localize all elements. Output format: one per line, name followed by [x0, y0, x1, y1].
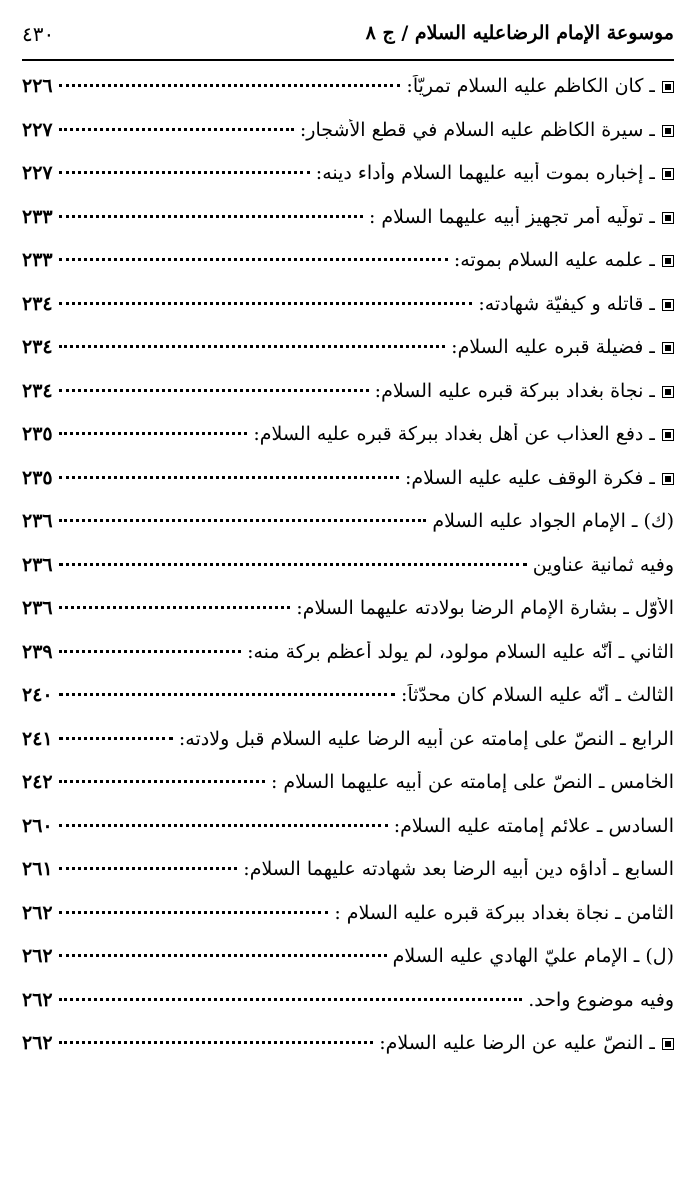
- dot-leader: [59, 563, 527, 566]
- toc-entry-page: ٢٦٠: [22, 814, 53, 837]
- dot-leader: [59, 171, 310, 174]
- square-bullet-icon: [662, 255, 674, 267]
- toc-entry-title: ـ نجاة بغداد ببركة قبره عليه السلام:: [374, 379, 655, 402]
- toc-entry-page: ٢٣٦: [22, 553, 53, 576]
- square-bullet-icon: [662, 299, 674, 311]
- dot-leader: [59, 650, 241, 653]
- toc-entry: [22, 728, 674, 772]
- toc-entry: [22, 380, 674, 424]
- toc-entry: [22, 249, 674, 293]
- toc-entry-page: ٢٤١: [22, 727, 53, 750]
- page-number: ٤٣٠: [22, 22, 55, 46]
- toc-entry-page: ٢٣٥: [22, 423, 53, 445]
- toc-entry-page: ٢٢٧: [22, 162, 53, 184]
- square-bullet-icon: [662, 386, 674, 398]
- toc-entry-title: وفيه موضوع واحد.: [528, 988, 674, 1011]
- page-header: [22, 22, 674, 58]
- running-title: موسوعة الإمام الرضاعليه السلام / ج ٨: [365, 22, 674, 44]
- toc-entry-title: ـ تولّيه أمر تجهيز أبيه عليهما السلام :: [368, 205, 655, 228]
- toc-entry-title: (ل) ـ الإمام عليّ الهادي عليه السلام: [392, 945, 674, 967]
- toc-entry-page: ٢٣٤: [22, 379, 53, 402]
- toc-entry-page: ٢٤٠: [22, 684, 53, 706]
- square-bullet-icon: [662, 212, 674, 224]
- table-of-contents: [22, 75, 674, 1076]
- toc-entry: [22, 423, 674, 467]
- toc-entry-title: (ك) ـ الإمام الجواد عليه السلام: [432, 510, 674, 532]
- toc-entry: [22, 467, 674, 511]
- toc-entry-page: ٢٦٢: [22, 988, 53, 1011]
- square-bullet-icon: [662, 125, 674, 137]
- toc-entry: [22, 293, 674, 337]
- dot-leader: [59, 1041, 374, 1044]
- dot-leader: [59, 302, 473, 305]
- toc-entry-page: ٢٣٤: [22, 336, 53, 358]
- toc-entry-title: السابع ـ أداؤه دين أبيه الرضا بعد شهادته عليهما السلام:: [243, 858, 674, 880]
- dot-leader: [59, 519, 427, 522]
- toc-entry-page: ٢٣٣: [22, 249, 53, 271]
- toc-entry-page: ٢٦٢: [22, 1032, 53, 1054]
- toc-entry: [22, 989, 674, 1033]
- toc-entry-page: ٢٣٦: [22, 510, 53, 532]
- toc-entry-page: ٢٤٢: [22, 771, 53, 793]
- dot-leader: [59, 215, 363, 218]
- toc-entry: [22, 510, 674, 554]
- toc-entry: [22, 858, 674, 902]
- toc-entry-title: ـ كان الكاظم عليه السلام تمريّاً:: [406, 75, 655, 97]
- toc-entry-title: الثاني ـ أنّه عليه السلام مولود، لم يولد أعظم بركة منه:: [247, 640, 674, 663]
- toc-entry-title: ـ إخباره بموت أبيه عليهما السلام وأداء دينه:: [315, 162, 655, 184]
- toc-entry-page: ٢٣٤: [22, 292, 53, 315]
- toc-entry: [22, 336, 674, 380]
- toc-entry: [22, 641, 674, 685]
- dot-leader: [59, 128, 294, 131]
- toc-entry-page: ٢٣٥: [22, 466, 53, 489]
- dot-leader: [59, 476, 399, 479]
- toc-entry-title: الثالث ـ أنّه عليه السلام كان محدّثاً:: [401, 684, 674, 706]
- toc-entry-page: ٢٢٦: [22, 75, 53, 97]
- toc-entry-title: ـ قاتله و كيفيّة شهادته:: [478, 292, 655, 315]
- toc-entry: [22, 1032, 674, 1076]
- toc-entry: [22, 945, 674, 989]
- dot-leader: [59, 867, 238, 870]
- toc-entry-title: ـ فكرة الوقف عليه عليه السلام:: [404, 466, 655, 489]
- toc-entry: [22, 554, 674, 598]
- toc-entry-title: ـ النصّ عليه عن الرضا عليه السلام:: [379, 1032, 655, 1054]
- dot-leader: [59, 998, 523, 1001]
- toc-entry-title: ـ علمه عليه السلام بموته:: [453, 249, 655, 271]
- dot-leader: [59, 606, 291, 609]
- toc-entry: [22, 684, 674, 728]
- dot-leader: [59, 954, 387, 957]
- square-bullet-icon: [662, 473, 674, 485]
- dot-leader: [59, 345, 446, 348]
- toc-entry-title: السادس ـ علائم إمامته عليه السلام:: [393, 814, 674, 837]
- toc-entry-title: الأوّل ـ بشارة الإمام الرضا بولادته عليهما السلام:: [296, 597, 674, 619]
- toc-entry-page: ٢٦١: [22, 858, 53, 880]
- dot-leader: [59, 824, 388, 827]
- dot-leader: [59, 84, 401, 87]
- toc-entry: [22, 119, 674, 163]
- dot-leader: [59, 389, 369, 392]
- toc-entry-page: ٢٣٩: [22, 640, 53, 663]
- toc-entry: [22, 75, 674, 119]
- toc-entry: [22, 815, 674, 859]
- dot-leader: [59, 432, 248, 435]
- square-bullet-icon: [662, 342, 674, 354]
- toc-entry-title: وفيه ثمانية عناوين: [532, 553, 674, 576]
- square-bullet-icon: [662, 168, 674, 180]
- toc-entry-title: ـ سيرة الكاظم عليه السلام في قطع الأشجار:: [299, 118, 655, 141]
- book-page: [22, 0, 674, 1180]
- dot-leader: [59, 911, 329, 914]
- toc-entry-title: الرابع ـ النصّ على إمامته عن أبيه الرضا عليه السلام قبل ولادته:: [178, 727, 674, 750]
- toc-entry-page: ٢٣٣: [22, 205, 53, 228]
- toc-entry-title: ـ فضيلة قبره عليه السلام:: [451, 336, 655, 358]
- square-bullet-icon: [662, 1038, 674, 1050]
- toc-entry-page: ٢٦٢: [22, 901, 53, 924]
- dot-leader: [59, 693, 395, 696]
- dot-leader: [59, 258, 448, 261]
- header-rule: [22, 59, 674, 61]
- dot-leader: [59, 737, 173, 740]
- toc-entry: [22, 597, 674, 641]
- toc-entry-title: الثامن ـ نجاة بغداد ببركة قبره عليه السلام :: [334, 901, 674, 924]
- toc-entry: [22, 902, 674, 946]
- toc-entry-page: ٢٦٢: [22, 945, 53, 967]
- toc-entry: [22, 206, 674, 250]
- toc-entry-title: الخامس ـ النصّ على إمامته عن أبيه عليهما السلام :: [270, 771, 674, 793]
- square-bullet-icon: [662, 429, 674, 441]
- toc-entry-page: ٢٣٦: [22, 597, 53, 619]
- toc-entry: [22, 771, 674, 815]
- dot-leader: [59, 780, 265, 783]
- toc-entry-title: ـ دفع العذاب عن أهل بغداد ببركة قبره عليه السلام:: [253, 423, 655, 445]
- toc-entry: [22, 162, 674, 206]
- square-bullet-icon: [662, 81, 674, 93]
- toc-entry-page: ٢٢٧: [22, 118, 53, 141]
